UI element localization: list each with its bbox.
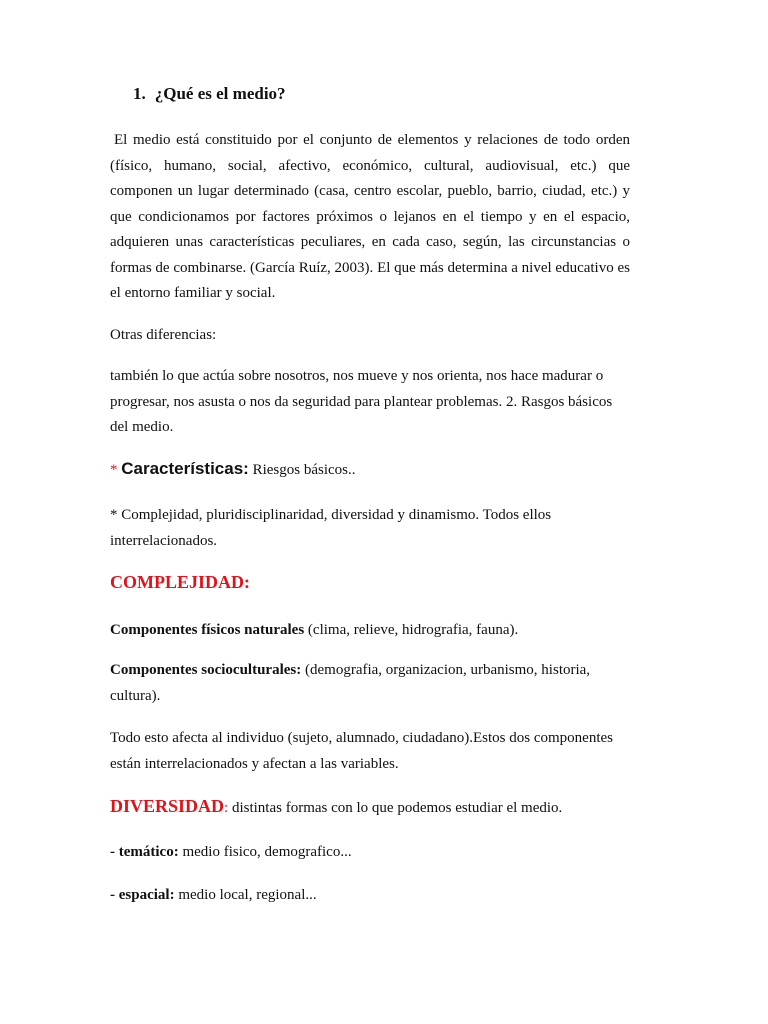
tambien-paragraph: también lo que actúa sobre nosotros, nos mueve y nos orienta, nos hace madurar o progresar, nos asusta o nos da seguridad para plantear problemas. 2. Rasgos básicos del medio. bbox=[110, 368, 613, 435]
caracteristicas-text: Riesgos básicos.. bbox=[252, 462, 356, 478]
componentes-fisicos-line bbox=[110, 618, 630, 644]
espacial-label: - espacial: bbox=[110, 887, 175, 903]
caracteristicas-line bbox=[110, 456, 630, 484]
componentes-fisicos-label: Componentes físicos naturales bbox=[110, 622, 305, 638]
componentes-socioculturales-text: (demografia, organizacion, urbanismo, historia, cultura). bbox=[110, 662, 591, 704]
componentes-fisicos-text: (clima, relieve, hidrografia, fauna). bbox=[307, 622, 519, 638]
espacial-line bbox=[110, 883, 630, 909]
otras-diferencias-label: Otras diferencias: bbox=[110, 327, 217, 343]
tematico-text: medio fisico, demografico... bbox=[182, 844, 352, 860]
caracteristicas-bullet: * bbox=[110, 462, 118, 478]
intro-paragraph: El medio está constituido por el conjunto de elementos y relaciones de todo orden (físico, humano, social, afectivo, económico, cultural, audiovisual, etc.) que componen un lugar determinado (casa, centro escolar, pueblo, barrio, ciudad, etc.) y que condicionamos por factores próximos o lejanos en el tiempo y en el espacio, adquieren unas características peculiares, en cada caso, según, las circunstancias o formas de combinarse. (García Ruíz, 2003). El que más determina a nivel educativo es el entorno familiar y social. bbox=[110, 132, 630, 301]
diversidad-line bbox=[110, 794, 670, 822]
diversidad-heading: DIVERSIDAD bbox=[110, 796, 225, 816]
afecta-paragraph: Todo esto afecta al individuo (sujeto, alumnado, ciudadano).Estos dos componentes están interrelacionados y afectan a las variables. bbox=[110, 730, 613, 772]
section-title: ¿Qué es el medio? bbox=[154, 84, 286, 103]
componentes-socioculturales-line bbox=[110, 658, 610, 709]
diversidad-text: distintas formas con lo que podemos estudiar el medio. bbox=[228, 800, 563, 816]
tematico-label: - temático: bbox=[110, 844, 179, 860]
complejidad-list-paragraph: * Complejidad, pluridisciplinaridad, diversidad y dinamismo. Todos ellos interrelacionados. bbox=[110, 507, 552, 549]
diversidad-colon: : bbox=[224, 800, 229, 816]
espacial-text: medio local, regional... bbox=[178, 887, 317, 903]
complejidad-heading: COMPLEJIDAD: bbox=[110, 572, 250, 592]
tematico-line bbox=[110, 840, 630, 866]
caracteristicas-label: Características: bbox=[121, 459, 249, 478]
componentes-socioculturales-label: Componentes socioculturales: bbox=[110, 662, 302, 678]
section-number: 1. bbox=[133, 84, 146, 103]
section-heading bbox=[133, 84, 286, 104]
